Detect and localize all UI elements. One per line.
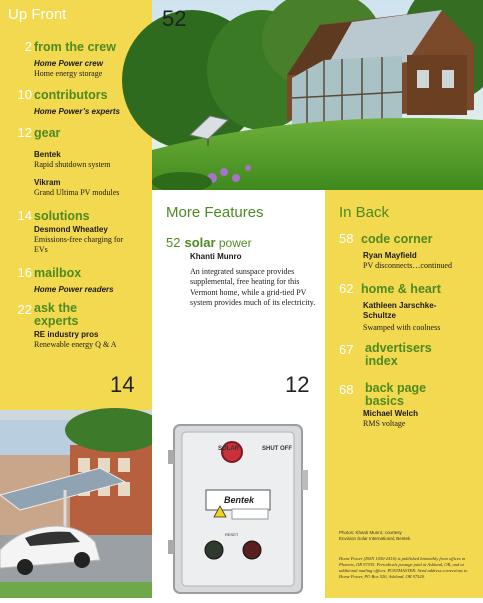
publication-notice: Home Power (ISSN 1050-2416) is published bimonthly from offices in Phoenix, OR 97535. Periodicals postage paid at Ashland, OR, and at additional mailing offices. POSTMASTER: Send address corrections to Home Power, PO Box 520, Ashland, OR 97520. <box>339 556 468 580</box>
toc-entry-back-page-basics[interactable] <box>339 382 479 429</box>
toc-entry-solutions[interactable] <box>10 207 150 255</box>
ev-page-number: 14 <box>110 372 135 397</box>
entry-heading: from the crew <box>34 40 116 54</box>
entry-author: Ryan Mayfield <box>363 251 417 260</box>
entry-heading: contributors <box>34 88 108 102</box>
more-features-title: More Features <box>166 204 264 221</box>
page-number: 22 <box>17 302 32 317</box>
feature-description: An integrated sunspace provides supplemental, free heating for this Vermont home, while a grid-tied PV system provides much of its electricity. <box>190 267 316 308</box>
entry-author: Bentek <box>34 150 61 159</box>
toc-entry-mailbox[interactable] <box>10 264 150 294</box>
page-number: 2 <box>24 39 32 54</box>
toc-entry-code-corner[interactable] <box>339 230 479 271</box>
entry-description: Renewable energy Q & A <box>34 340 117 350</box>
entry-author: RE industry pros <box>34 330 99 340</box>
entry-author: Michael Welch <box>363 409 418 419</box>
feature-author: Khanti Munro <box>190 252 242 261</box>
box-brand-logo: Bentek <box>224 495 255 505</box>
entry-heading: advertisers index <box>365 341 432 369</box>
photo-credit: Photos: Khanti Munro; courtesy Envision Solar International; Bentek <box>339 530 411 541</box>
entry-heading: mailbox <box>34 266 82 280</box>
entry-description: RMS voltage <box>363 419 406 429</box>
sunspace-home-image <box>152 0 483 190</box>
entry-author: Home Power readers <box>34 285 114 294</box>
page-number: 14 <box>17 208 32 223</box>
page-number: 52 <box>166 235 181 250</box>
entry-author: Home Power crew <box>34 59 103 68</box>
feature-heading-rest: power <box>215 236 252 250</box>
toc-entry-gear[interactable] <box>10 124 150 198</box>
toc-entry-advertisers-index[interactable] <box>339 342 479 368</box>
entry-author-2: Vikram <box>34 178 61 187</box>
entry-author: Kathleen Jarschke-Schultze <box>363 301 437 321</box>
page-number: 10 <box>17 87 32 102</box>
page-number: 58 <box>339 231 354 246</box>
entry-description: PV disconnects…continued <box>363 261 452 270</box>
toc-entry-ask-the-experts[interactable] <box>10 302 150 350</box>
in-back-title: In Back <box>339 204 390 221</box>
box-label-solar: SOLAR <box>218 446 239 452</box>
ev-charging-image <box>0 410 152 598</box>
entry-author: Desmond Wheatley <box>34 225 108 234</box>
entry-heading: solutions <box>34 209 90 223</box>
box-page-number: 12 <box>285 372 310 397</box>
page-number: 62 <box>339 281 354 296</box>
entry-description: Rapid shutdown system <box>34 160 111 169</box>
box-label-shutoff: SHUT OFF <box>262 446 292 452</box>
entry-description-2: Grand Ultima PV modules <box>34 188 120 197</box>
box-label-reset: RESET <box>225 532 239 537</box>
entry-description: Emissions-free charging for EVs <box>34 235 124 254</box>
bentek-box-photo[interactable] <box>152 372 325 598</box>
page-number: 67 <box>339 342 354 357</box>
feature-entry-solar-power[interactable] <box>166 234 321 309</box>
entry-heading: back page basics <box>365 381 427 409</box>
page-number: 68 <box>339 382 354 397</box>
page-number: 12 <box>17 125 32 140</box>
entry-author: Home Power’s experts <box>34 107 120 116</box>
in-back-section <box>325 190 483 410</box>
feature-heading-bold: solar <box>184 235 216 250</box>
up-front-title: Up Front <box>8 6 67 23</box>
sunspace-home-photo[interactable] <box>152 0 483 190</box>
entry-heading: gear <box>34 126 61 140</box>
entry-heading: home & heart <box>361 282 441 296</box>
in-back-lower <box>325 381 483 598</box>
entry-description: Home energy storage <box>34 69 103 78</box>
feature-page-number: 52 <box>162 6 187 31</box>
ev-charging-photo[interactable] <box>0 372 152 598</box>
toc-entry-home-heart[interactable] <box>339 280 479 333</box>
entry-description: Swamped with coolness <box>363 322 441 332</box>
entry-heading: code corner <box>361 232 433 246</box>
page-number: 16 <box>17 265 32 280</box>
entry-heading: ask the experts <box>34 301 79 329</box>
